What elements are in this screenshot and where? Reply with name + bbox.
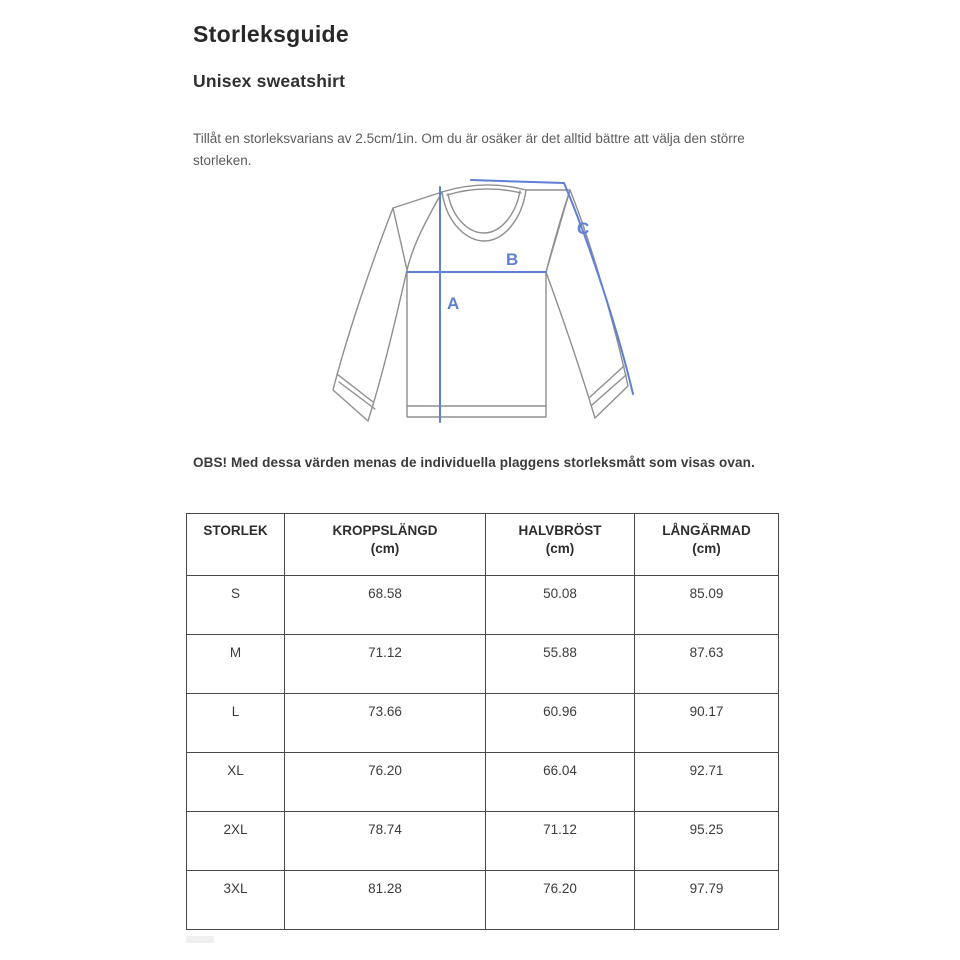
- size-label: XL: [187, 753, 285, 812]
- table-cell: 68.58: [285, 576, 486, 635]
- table-cell: 50.08: [486, 576, 635, 635]
- col-header-label: KROPPSLÄNGD: [332, 523, 438, 538]
- table-row: [187, 694, 779, 753]
- table-cell: 76.20: [486, 871, 635, 930]
- table-cell: 92.71: [635, 753, 779, 812]
- table-cell: 71.12: [486, 812, 635, 871]
- size-label: S: [187, 576, 285, 635]
- measure-label-b: B: [506, 250, 519, 269]
- table-cell: 97.79: [635, 871, 779, 930]
- table-cell: 66.04: [486, 753, 635, 812]
- size-label: 3XL: [187, 871, 285, 930]
- col-header-unit: (cm): [370, 541, 400, 556]
- sweatshirt-measurement-diagram: [330, 170, 640, 432]
- col-header-storlek: [187, 514, 285, 576]
- partial-bottom-element: [186, 936, 214, 943]
- measurement-note: OBS! Med dessa värden menas de individuella plaggens storleksmått som visas ovan.: [193, 454, 755, 470]
- table-row: [187, 576, 779, 635]
- table-cell: 87.63: [635, 635, 779, 694]
- size-variance-description: [193, 128, 793, 172]
- col-header-unit: (cm): [545, 541, 575, 556]
- table-row: [187, 812, 779, 871]
- table-cell: 78.74: [285, 812, 486, 871]
- measure-label-c: C: [577, 219, 590, 238]
- product-subtitle: Unisex sweatshirt: [193, 70, 346, 91]
- col-header-label: HALVBRÖST: [518, 523, 602, 538]
- table-row: [187, 635, 779, 694]
- table-row: [187, 753, 779, 812]
- body-outline: [407, 190, 570, 417]
- page-title: Storleksguide: [193, 21, 349, 48]
- col-header-kroppslangd: [285, 514, 486, 576]
- table-cell: 95.25: [635, 812, 779, 871]
- col-header-label: STORLEK: [203, 523, 268, 538]
- size-label: 2XL: [187, 812, 285, 871]
- col-header-halvbrost: [486, 514, 635, 576]
- table-cell: 73.66: [285, 694, 486, 753]
- table-cell: 76.20: [285, 753, 486, 812]
- measure-label-a: A: [447, 294, 460, 313]
- size-label: L: [187, 694, 285, 753]
- table-cell: 60.96: [486, 694, 635, 753]
- col-header-label: LÅNGÄRMAD: [662, 523, 751, 538]
- description-line-1: Tillåt en storleksvarians av 2.5cm/1in. Om du är osäker är det alltid bättre att välja den större: [193, 130, 745, 146]
- col-header-langarmad: [635, 514, 779, 576]
- table-cell: 90.17: [635, 694, 779, 753]
- table-cell: 71.12: [285, 635, 486, 694]
- table-row: [187, 871, 779, 930]
- col-header-unit: (cm): [692, 541, 721, 556]
- table-header-row: [187, 514, 779, 576]
- table-cell: 55.88: [486, 635, 635, 694]
- size-label: M: [187, 635, 285, 694]
- description-line-2: storleken.: [193, 152, 252, 168]
- left-sleeve-outline: [333, 208, 407, 421]
- table-cell: 85.09: [635, 576, 779, 635]
- table-cell: 81.28: [285, 871, 486, 930]
- size-table: [186, 513, 779, 930]
